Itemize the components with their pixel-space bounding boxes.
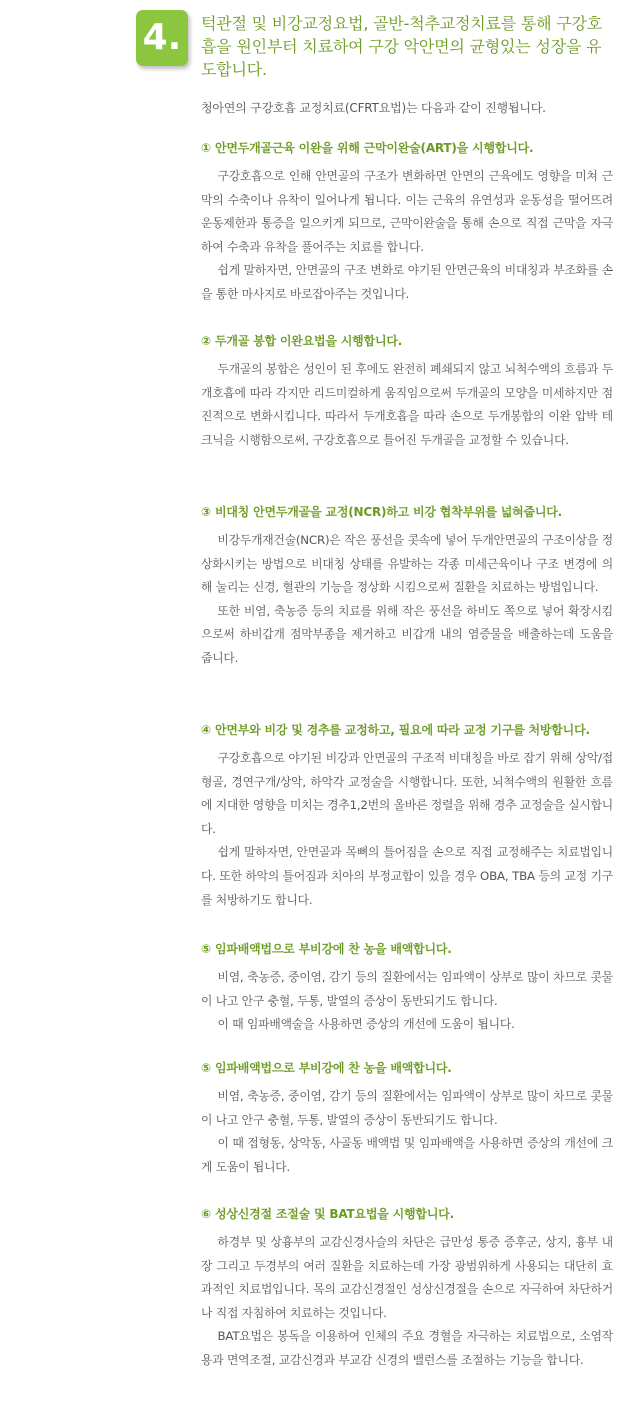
intro-text: 청아연의 구강호흡 교정치료(CFRT요법)는 다음과 같이 진행됩니다. (201, 101, 546, 115)
section-paragraph: 비염, 축농증, 중이염, 감기 등의 질환에서는 임파액이 상부로 많이 차므로 콧물이 나고 안구 충혈, 두통, 발열의 증상이 동반되기도 합니다. (201, 970, 613, 1008)
section-paragraph: 두개골의 봉합은 성인이 된 후에도 완전히 폐쇄되지 않고 뇌척수액의 흐름과 두개호흡에 따라 각지만 리드미컬하게 움직임으로써 두개골의 모양을 미세하지만 점진적으로 변화시킵니다. 따라서 두개호흡을 따라 손으로 두개봉합의 이완 압박 테크닉을 시행함으로써, 구강호흡으로 틀어진 두개골을 교정할 수 있습니다. (201, 362, 613, 447)
step-number-badge: 4. (136, 10, 188, 66)
treatment-section-lymph-1 (201, 939, 613, 1037)
section-paragraph: 비강두개재건술(NCR)은 작은 풍선을 콧속에 넣어 두개안면골의 구조이상을 정상화시키는 방법으로 비대칭 상태를 유발하는 각종 미세근육이나 구조 변경에 의해 눌리는 신경, 혈관의 기능을 정상화 시킴으로써 질환을 치료하는 방법입니다. (201, 533, 613, 595)
section-title: ② 두개골 봉합 이완요법을 시행합니다. (201, 334, 403, 348)
treatment-section-cranial (201, 331, 613, 452)
section-title: ④ 안면부와 비강 및 경추를 교정하고, 필요에 따라 교정 기구를 처방합니다. (201, 723, 590, 737)
section-paragraph: 이 때 임파배액술을 사용하면 증상의 개선에 도움이 됩니다. (217, 1017, 515, 1032)
treatment-section-correction (201, 720, 613, 912)
treatment-section-bat (201, 1204, 613, 1373)
page-heading: 턱관절 및 비강교정요법, 골반-척추교정치료를 통해 구강호흡을 원인부터 치료하여 구강 악안면의 균형있는 성장을 유도합니다. (201, 14, 603, 79)
section-title: ⑤ 임파배액법으로 부비강에 찬 농을 배액합니다. (201, 1061, 452, 1075)
section-paragraph: 비염, 축농증, 중이염, 감기 등의 질환에서는 임파액이 상부로 많이 차므로 콧물이 나고 안구 충혈, 두통, 발열의 증상이 동반되기도 합니다. (201, 1089, 613, 1127)
section-title: ⑥ 성상신경절 조절술 및 BAT요법을 시행합니다. (201, 1207, 454, 1221)
section-title: ③ 비대칭 안면두개골을 교정(NCR)하고 비강 협착부위를 넓혀줍니다. (201, 505, 563, 519)
section-paragraph: 이 때 접형동, 상악동, 사골동 배액법 및 임파배액을 사용하면 증상의 개선에 크게 도움이 됩니다. (201, 1136, 613, 1174)
treatment-section-art (201, 138, 613, 307)
treatment-section-ncr (201, 502, 613, 671)
section-title: ⑤ 임파배액법으로 부비강에 찬 농을 배액합니다. (201, 942, 452, 956)
section-title: ① 안면두개골근육 이완을 위해 근막이완술(ART)을 시행합니다. (201, 141, 534, 155)
section-paragraph: 쉽게 말하자면, 안면골의 구조 변화로 야기된 안면근육의 비대칭과 부조화를 손을 통한 마사지로 바로잡아주는 것입니다. (201, 263, 613, 301)
section-paragraph: 하경부 및 상흉부의 교감신경사슬의 차단은 급만성 통증 증후군, 상지, 흉부 내장 그리고 두경부의 여러 질환을 치료하는데 가장 광범위하게 사용되는 대단히 효과적인 치료법입니다. 목의 교감신경절인 성상신경절을 손으로 자극하여 차단하거나 직접 자침하여 치료하는 것입니다. (201, 1235, 613, 1320)
treatment-section-lymph-2 (201, 1058, 613, 1179)
section-paragraph: 또한 비염, 축농증 등의 치료를 위해 작은 풍선을 하비도 쪽으로 넣어 확장시킴으로써 하비갑개 점막부종을 제거하고 비갑개 내의 염증물을 배출하는데 도움을 줍니다. (201, 603, 613, 665)
section-paragraph: BAT요법은 봉독을 이용하여 인체의 주요 경혈을 자극하는 치료법으로, 소염작용과 면역조절, 교감신경과 부교감 신경의 밸런스를 조절하는 기능을 합니다. (201, 1329, 613, 1367)
section-paragraph: 쉽게 말하자면, 안면골과 목뼈의 틀어짐을 손으로 직접 교정해주는 치료법입니다. 또한 하악의 틀어짐과 치아의 부정교합이 있을 경우 OBA, TBA 등의 교정 기구를 처방하기도 합니다. (201, 845, 613, 907)
section-paragraph: 구강호흡으로 야기된 비강과 안면골의 구조적 비대칭을 바로 잡기 위해 상악/접형골, 경연구개/상악, 하악각 교정술을 시행합니다. 또한, 뇌척수액의 원활한 흐름에 지대한 영향을 미치는 경추1,2번의 올바른 정렬을 위해 경추 교정술을 실시합니다. (201, 751, 613, 836)
section-paragraph: 구강호흡으로 인해 안면골의 구조가 변화하면 안면의 근육에도 영향을 미쳐 근막의 수축이나 유착이 일어나게 됩니다. 이는 근육의 유연성과 운동성을 떨어뜨려 운동제한과 통증을 일으키게 되므로, 근막이완술을 통해 손으로 직접 근막을 자극하여 수축과 유착을 풀어주는 치료를 합니다. (201, 169, 613, 254)
